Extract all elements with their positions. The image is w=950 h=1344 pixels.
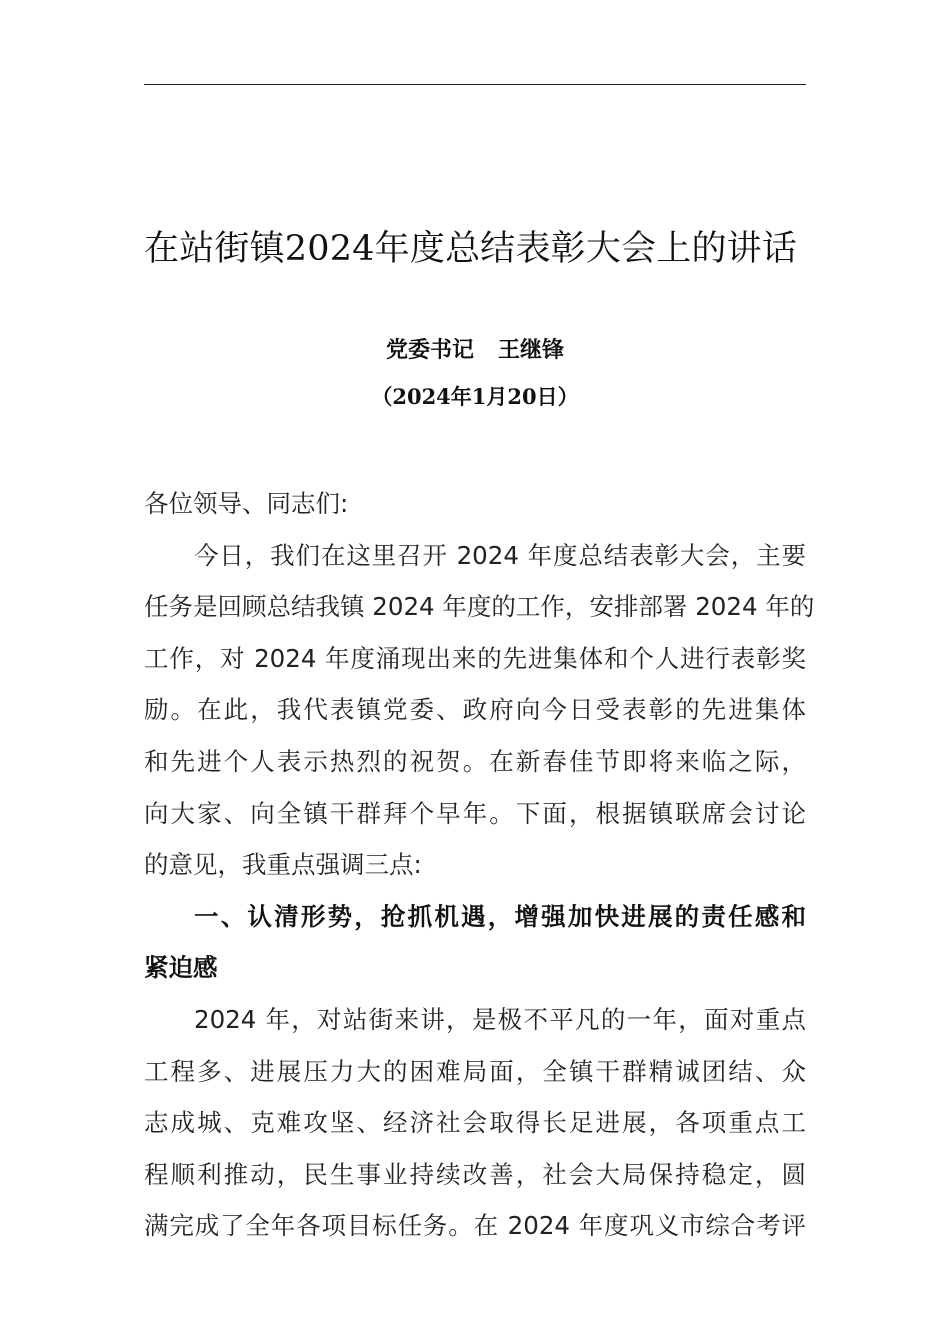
paragraph-line: 工程多、进展压力大的困难局面，全镇干群精诚团结、众 [144, 1056, 806, 1086]
paragraph-line: 任务是回顾总结我镇 2024 年度的工作，安排部署 2024 年的 [144, 592, 815, 622]
paragraph-line: 志成城、克难攻坚、经济社会取得长足进展，各项重点工 [144, 1108, 806, 1138]
section-heading: 一、认清形势，抢抓机遇，增强加快进展的责任感和 [194, 901, 806, 931]
section-heading: 紧迫感 [144, 953, 218, 983]
paragraph-line: 2024 年，对站街来讲，是极不平凡的一年，面对重点 [194, 1004, 806, 1034]
document-title: 在站街镇2024年度总结表彰大会上的讲话 [144, 229, 798, 269]
speech-date: （2024年1月20日） [371, 384, 579, 409]
paragraph-line: 和先进个人表示热烈的祝贺。在新春佳节即将来临之际， [144, 746, 806, 776]
paragraph-line: 程顺利推动，民生事业持续改善，社会大局保持稳定，圆 [144, 1159, 806, 1189]
body-text [144, 478, 815, 1252]
header-rule [144, 84, 806, 85]
paragraph-line: 励。在此，我代表镇党委、政府向今日受表彰的先进集体 [144, 695, 806, 725]
byline-name: 王继锋 [498, 337, 565, 363]
salutation: 各位领导、同志们: [144, 489, 349, 518]
paragraph-line: 向大家、向全镇干群拜个早年。下面，根据镇联席会讨论 [144, 798, 806, 828]
byline-role: 党委书记 [385, 337, 474, 363]
paragraph-line: 工作，对 2024 年度涌现出来的先进集体和个人进行表彰奖 [144, 643, 806, 673]
paragraph-line: 满完成了全年各项目标任务。在 2024 年度巩义市综合考评 [144, 1211, 806, 1241]
paragraph-line: 今日，我们在这里召开 2024 年度总结表彰大会，主要 [194, 540, 806, 570]
byline [144, 330, 806, 370]
paragraph-line: 的意见，我重点强调三点: [144, 850, 422, 880]
